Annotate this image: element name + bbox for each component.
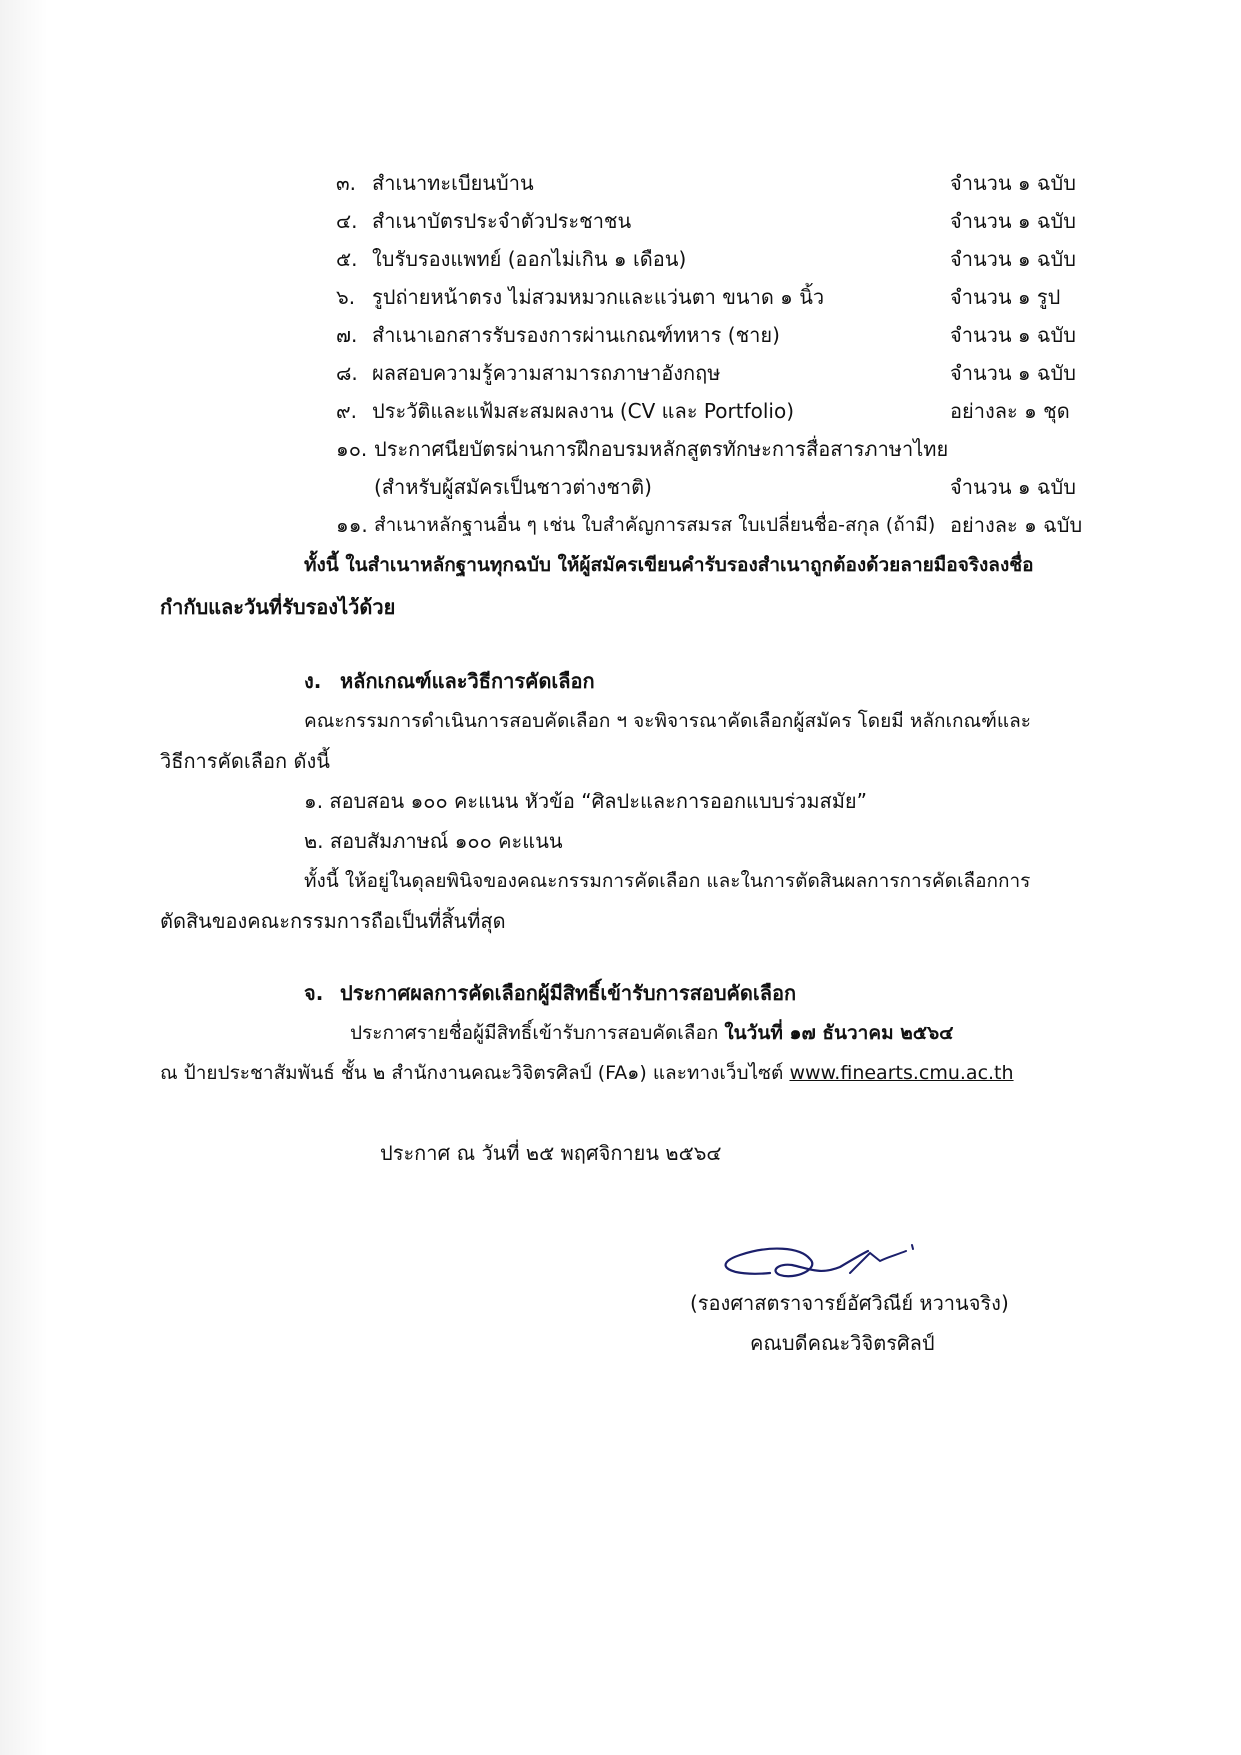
- signatory-position: คณบดีคณะวิจิตรศิลป์: [750, 1331, 935, 1355]
- certify-note-line-2: กำกับและวันที่รับรองไว้ด้วย: [160, 595, 396, 619]
- list-item-number: ๙.: [336, 399, 358, 423]
- list-item-quantity: จำนวน ๑ ฉบับ: [950, 171, 1076, 195]
- scan-shadow-edge: [0, 0, 48, 1755]
- section-heading: ประกาศผลการคัดเลือกผู้มีสิทธิ์เข้ารับการสอบคัดเลือก: [340, 981, 797, 1005]
- list-item-quantity: จำนวน ๑ รูป: [950, 285, 1061, 309]
- list-item-label-continued: (สำหรับผู้สมัครเป็นชาวต่างชาติ): [374, 475, 652, 499]
- list-item-quantity: จำนวน ๑ ฉบับ: [950, 361, 1076, 385]
- list-item-label: สำเนาหลักฐานอื่น ๆ เช่น ใบสำคัญการสมรส ใบเปลี่ยนชื่อ-สกุล (ถ้ามี): [374, 514, 936, 536]
- list-item-number: ๕.: [336, 247, 358, 271]
- website-link[interactable]: www.finearts.cmu.ac.th: [789, 1062, 1014, 1084]
- list-item-number: ๑๐.: [336, 437, 368, 461]
- list-item-number: ๔.: [336, 209, 358, 233]
- announce-line-1: [350, 1020, 954, 1046]
- criteria-item-2: ๒. สอบสัมภาษณ์ ๑๐๐ คะแนน: [304, 829, 563, 853]
- criteria-final-line-1: ทั้งนี้ ให้อยู่ในดุลยพินิจของคณะกรรมการคัดเลือก และในการตัดสินผลการการคัดเลือกการ: [304, 870, 1031, 892]
- list-item-quantity: จำนวน ๑ ฉบับ: [950, 475, 1076, 499]
- list-item-quantity: อย่างละ ๑ ชุด: [950, 399, 1070, 423]
- list-item-label: ประกาศนียบัตรผ่านการฝึกอบรมหลักสูตรทักษะการสื่อสารภาษาไทย: [374, 437, 949, 461]
- announce-line-2-text: ณ ป้ายประชาสัมพันธ์ ชั้น ๒ สำนักงานคณะวิจิตรศิลป์ (FA๑) และทางเว็บไซต์: [160, 1062, 790, 1084]
- list-item-label: ใบรับรองแพทย์ (ออกไม่เกิน ๑ เดือน): [372, 247, 687, 271]
- signatory-name: (รองศาสตราจารย์อัศวิณีย์ หวานจริง): [690, 1291, 1009, 1315]
- list-item-number: ๓.: [336, 171, 357, 195]
- announce-line-1-text: ประกาศรายชื่อผู้มีสิทธิ์เข้ารับการสอบคัดเลือก: [350, 1022, 725, 1044]
- announce-line-2: [160, 1060, 1014, 1086]
- criteria-paragraph-line-2: วิธีการคัดเลือก ดังนี้: [160, 749, 330, 773]
- list-item-quantity: อย่างละ ๑ ฉบับ: [950, 513, 1083, 537]
- list-item-number: ๖.: [336, 285, 356, 309]
- section-number: จ.: [304, 981, 324, 1005]
- list-item-quantity: จำนวน ๑ ฉบับ: [950, 247, 1076, 271]
- criteria-item-1: ๑. สอบสอน ๑๐๐ คะแนน หัวข้อ “ศิลปะและการออกแบบร่วมสมัย”: [304, 789, 867, 813]
- list-item-label: สำเนาทะเบียนบ้าน: [372, 171, 534, 195]
- section-number: ง.: [304, 669, 322, 693]
- list-item-label: สำเนาเอกสารรับรองการผ่านเกณฑ์ทหาร (ชาย): [372, 323, 780, 347]
- list-item-quantity: จำนวน ๑ ฉบับ: [950, 323, 1076, 347]
- criteria-paragraph-line-1: คณะกรรมการดำเนินการสอบคัดเลือก ฯ จะพิจารณาคัดเลือกผู้สมัคร โดยมี หลักเกณฑ์และ: [304, 710, 1032, 732]
- section-heading: หลักเกณฑ์และวิธีการคัดเลือก: [340, 669, 595, 693]
- list-item-label: ผลสอบความรู้ความสามารถภาษาอังกฤษ: [372, 361, 721, 385]
- list-item-label: ประวัติและแฟ้มสะสมผลงาน (CV และ Portfolio): [372, 399, 794, 423]
- criteria-final-line-2: ตัดสินของคณะกรรมการถือเป็นที่สิ้นที่สุด: [160, 909, 506, 933]
- list-item-number: ๗.: [336, 323, 358, 347]
- list-item-quantity: จำนวน ๑ ฉบับ: [950, 209, 1076, 233]
- announce-date-bold: ในวันที่ ๑๗ ธันวาคม ๒๕๖๔: [724, 1022, 954, 1044]
- announce-date: ประกาศ ณ วันที่ ๒๕ พฤศจิกายน ๒๕๖๔: [380, 1141, 722, 1165]
- certify-note-line-1: ทั้งนี้ ในสำเนาหลักฐานทุกฉบับ ให้ผู้สมัครเขียนคำรับรองสำเนาถูกต้องด้วยลายมือจริงลงชื่อ: [304, 554, 1034, 576]
- handwritten-signature: [700, 1225, 960, 1295]
- list-item-number: ๘.: [336, 361, 358, 385]
- list-item-label: สำเนาบัตรประจำตัวประชาชน: [372, 209, 632, 233]
- list-item-label: รูปถ่ายหน้าตรง ไม่สวมหมวกและแว่นตา ขนาด ๑ นิ้ว: [372, 285, 825, 309]
- list-item-number: ๑๑.: [336, 513, 368, 537]
